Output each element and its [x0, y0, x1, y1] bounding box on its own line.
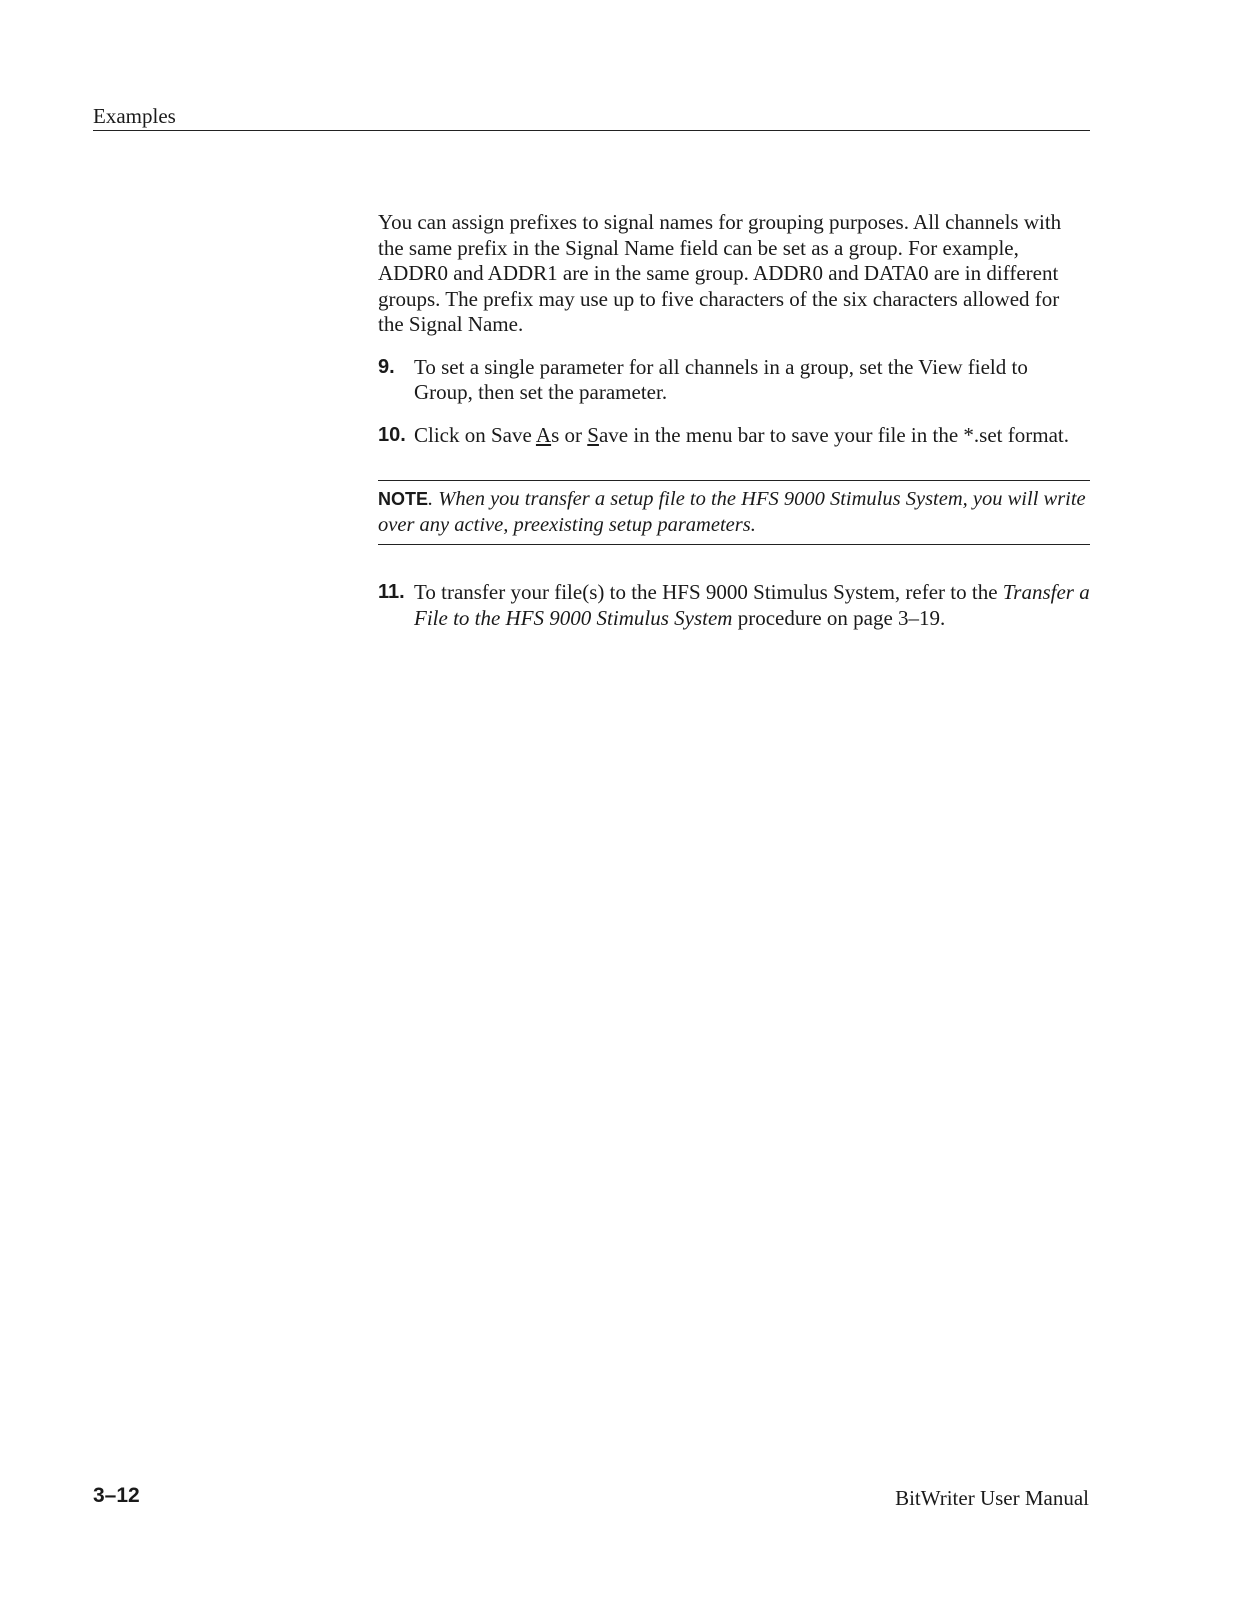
procedure-reference: Transfer a File to the HFS 9000 Stimulus System	[414, 580, 1090, 630]
step-text-post: ave in the menu bar to save your file in the *.set format.	[598, 422, 1069, 447]
step-9	[378, 355, 1090, 406]
intro-paragraph: You can assign prefixes to signal names for grouping purposes. All channels with the same prefix in the Signal Name field can be set as a group. For example, ADDR0 and ADDR1 are in the same group. ADDR0 and DATA0 are in different groups. The prefix may use up to five characters of the six characters allowed for the Signal Name.	[378, 210, 1062, 336]
step-number: 11.	[378, 581, 405, 603]
save-as-rest: s or	[551, 422, 588, 447]
step-text: To set a single parameter for all channels in a group, set the View field to Group, then set the parameter.	[414, 354, 1028, 404]
step-text	[414, 423, 1069, 447]
body-column	[378, 210, 1090, 631]
note-text: . When you transfer a setup file to the HFS 9000 Stimulus System, you will write over any active, preexisting setup parameters.	[378, 488, 1086, 536]
step-10	[378, 423, 1090, 449]
step-text-post: procedure on page 3–19.	[732, 605, 946, 630]
note-box	[378, 480, 1090, 545]
save-as-mnemonic: A	[535, 422, 552, 447]
step-11	[378, 580, 1090, 631]
step-text	[414, 580, 1090, 630]
manual-title: BitWriter User Manual	[895, 1486, 1089, 1510]
running-header	[93, 104, 1090, 131]
section-title: Examples	[93, 104, 176, 128]
step-number: 10.	[378, 423, 406, 446]
step-text-pre: To transfer your file(s) to the HFS 9000 Stimulus System, refer to the	[414, 580, 1003, 604]
step-text-pre: Click on Save	[414, 422, 536, 447]
page-number: 3–12	[93, 1484, 140, 1507]
note-label: NOTE	[378, 489, 429, 509]
step-number: 9.	[378, 355, 395, 378]
save-mnemonic: S	[587, 422, 599, 447]
